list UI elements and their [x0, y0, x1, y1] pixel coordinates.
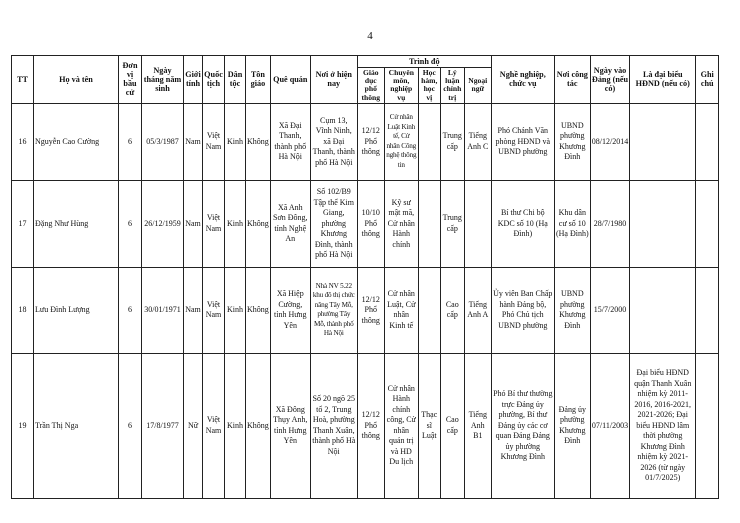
cell-giao-duc: 12/12 Phổ thông — [357, 267, 384, 353]
cell-hoc-ham — [418, 180, 440, 267]
cell-ngay-sinh: 26/12/1959 — [142, 180, 184, 267]
cell-chuyen-mon: Cử nhân Hành chính công, Cử nhân quản trị và HD Du lịch — [384, 353, 418, 498]
cell-quoc-tich: Việt Nam — [203, 353, 225, 498]
header-chuyen-mon: Chuyên môn, nghiệp vụ — [384, 68, 418, 104]
cell-hoc-ham — [418, 103, 440, 180]
cell-noi-o: Số 102/B9 Tập thể Kim Giang, phường Khương Đình, thành phố Hà Nội — [310, 180, 357, 267]
cell-ngoai-ngu: Tiếng Anh B1 — [464, 353, 491, 498]
cell-ngay-sinh: 17/8/1977 — [142, 353, 184, 498]
header-ly-luan: Lý luận chính trị — [440, 68, 464, 104]
cell-hoc-ham — [418, 267, 440, 353]
cell-ho-ten: Đặng Như Hùng — [34, 180, 119, 267]
cell-don-vi: 6 — [119, 353, 142, 498]
cell-quoc-tich: Việt Nam — [203, 180, 225, 267]
cell-dan-toc: Kinh — [225, 267, 246, 353]
cell-don-vi: 6 — [119, 103, 142, 180]
header-ton-giao: Tôn giáo — [246, 56, 271, 104]
cell-ton-giao: Không — [246, 180, 271, 267]
cell-don-vi: 6 — [119, 267, 142, 353]
cell-gioi-tinh: Nam — [184, 267, 203, 353]
cell-noi-cong-tac: UBND phường Khương Đình — [554, 267, 590, 353]
cell-nghe-nghiep: Phó Chánh Văn phòng HĐND và UBND phường — [491, 103, 554, 180]
cell-ly-luan: Cao cấp — [440, 267, 464, 353]
cell-nghe-nghiep: Bí thư Chi bộ KDC số 10 (Hạ Đình) — [491, 180, 554, 267]
cell-ghi-chu — [696, 180, 719, 267]
cell-hoc-ham: Thạc sĩ Luật — [418, 353, 440, 498]
cell-nghe-nghiep: Ủy viên Ban Chấp hành Đảng bộ, Phó Chủ tịch UBND phường — [491, 267, 554, 353]
cell-noi-cong-tac: Đảng ủy phường Khương Đình — [554, 353, 590, 498]
header-hoc-ham: Học hàm, học vị — [418, 68, 440, 104]
cell-ton-giao: Không — [246, 353, 271, 498]
table-row — [12, 103, 719, 180]
cell-noi-o: Số 20 ngõ 25 tổ 2, Trung Hoà, phường Thanh Xuân, thành phố Hà Nội — [310, 353, 357, 498]
cell-tt: 16 — [12, 103, 34, 180]
cell-dai-bieu-hdnd — [630, 103, 696, 180]
header-dan-toc: Dân tộc — [225, 56, 246, 104]
header-ghi-chu: Ghi chú — [696, 56, 719, 104]
cell-chuyen-mon: Cử nhân Luật, Cử nhân Kinh tế — [384, 267, 418, 353]
cell-que-quan: Xã Đại Thanh, thành phố Hà Nội — [270, 103, 310, 180]
cell-ngay-sinh: 05/3/1987 — [142, 103, 184, 180]
cell-tt: 18 — [12, 267, 34, 353]
header-noi-cong-tac: Nơi công tác — [554, 56, 590, 104]
cell-dai-bieu-hdnd — [630, 267, 696, 353]
cell-gioi-tinh: Nam — [184, 103, 203, 180]
cell-ly-luan: Cao cấp — [440, 353, 464, 498]
cell-que-quan: Xã Anh Sơn Đông, tỉnh Nghệ An — [270, 180, 310, 267]
cell-giao-duc: 12/12 Phổ thông — [357, 353, 384, 498]
header-ho-ten: Họ và tên — [34, 56, 119, 104]
table-row — [12, 180, 719, 267]
candidate-table — [11, 55, 719, 499]
header-que-quan: Quê quán — [270, 56, 310, 104]
cell-dan-toc: Kinh — [225, 180, 246, 267]
cell-dai-bieu-hdnd: Đại biểu HĐND quận Thanh Xuân nhiệm kỳ 2011-2016, 2016-2021, 2021-2026; Đại biểu HĐND lâm thời phường Khương Đình nhiệm kỳ 2021-2026 (từ ngày 01/7/2025) — [630, 353, 696, 498]
cell-ly-luan: Trung cấp — [440, 103, 464, 180]
cell-que-quan: Xã Đông Thụy Anh, tỉnh Hưng Yên — [270, 353, 310, 498]
header-ngoai-ngu: Ngoại ngữ — [464, 68, 491, 104]
page-number: 4 — [367, 30, 373, 42]
cell-dan-toc: Kinh — [225, 103, 246, 180]
cell-ngoai-ngu: Tiếng Anh A — [464, 267, 491, 353]
header-trinh-do: Trình độ — [357, 56, 491, 68]
header-noi-o: Nơi ở hiện nay — [310, 56, 357, 104]
cell-quoc-tich: Việt Nam — [203, 267, 225, 353]
cell-ngay-sinh: 30/01/1971 — [142, 267, 184, 353]
cell-dan-toc: Kinh — [225, 353, 246, 498]
cell-ngay-vao-dang: 28/7/1980 — [590, 180, 629, 267]
cell-noi-cong-tac: UBND phường Khương Đình — [554, 103, 590, 180]
header-tt: TT — [12, 56, 34, 104]
table-row — [12, 353, 719, 498]
cell-que-quan: Xã Hiệp Cường, tỉnh Hưng Yên — [270, 267, 310, 353]
cell-tt: 19 — [12, 353, 34, 498]
cell-noi-cong-tac: Khu dân cư số 10 (Hạ Đình) — [554, 180, 590, 267]
cell-ton-giao: Không — [246, 267, 271, 353]
cell-ghi-chu — [696, 353, 719, 498]
cell-noi-o: Cụm 13, Vĩnh Ninh, xã Đại Thanh, thành phố Hà Nội — [310, 103, 357, 180]
cell-ho-ten: Trần Thị Nga — [34, 353, 119, 498]
header-don-vi: Đơn vị bầu cử — [119, 56, 142, 104]
header-giao-duc: Giáo dục phổ thông — [357, 68, 384, 104]
cell-noi-o: Nhà NV 5.22 khu đô thị chức năng Tây Mỗ, phường Tây Mỗ, thành phố Hà Nội — [310, 267, 357, 353]
cell-dai-bieu-hdnd — [630, 180, 696, 267]
cell-giao-duc: 12/12 Phổ thông — [357, 103, 384, 180]
cell-ho-ten: Nguyễn Cao Cường — [34, 103, 119, 180]
cell-ghi-chu — [696, 267, 719, 353]
header-dai-bieu-hdnd: Là đại biểu HĐND (nếu có) — [630, 56, 696, 104]
cell-ho-ten: Lưu Đình Lượng — [34, 267, 119, 353]
cell-ton-giao: Không — [246, 103, 271, 180]
cell-ngoai-ngu: Tiếng Anh C — [464, 103, 491, 180]
header-quoc-tich: Quốc tịch — [203, 56, 225, 104]
cell-don-vi: 6 — [119, 180, 142, 267]
cell-nghe-nghiep: Phó Bí thư thường trực Đảng ủy phường, Bí thư Đảng ủy các cơ quan Đảng Đảng ủy phường Khương Đình — [491, 353, 554, 498]
cell-tt: 17 — [12, 180, 34, 267]
header-nghe-nghiep: Nghề nghiệp, chức vụ — [491, 56, 554, 104]
table-row — [12, 267, 719, 353]
cell-giao-duc: 10/10 Phổ thông — [357, 180, 384, 267]
cell-ngay-vao-dang: 15/7/2000 — [590, 267, 629, 353]
cell-ly-luan: Trung cấp — [440, 180, 464, 267]
cell-ngoai-ngu — [464, 180, 491, 267]
cell-chuyen-mon: Kỹ sư mật mã, Cử nhân Hành chính — [384, 180, 418, 267]
cell-gioi-tinh: Nữ — [184, 353, 203, 498]
header-ngay-sinh: Ngày tháng năm sinh — [142, 56, 184, 104]
cell-ghi-chu — [696, 103, 719, 180]
header-ngay-vao-dang: Ngày vào Đảng (nếu có) — [590, 56, 629, 104]
cell-quoc-tich: Việt Nam — [203, 103, 225, 180]
header-gioi-tinh: Giới tính — [184, 56, 203, 104]
cell-ngay-vao-dang: 08/12/2014 — [590, 103, 629, 180]
cell-chuyen-mon: Cử nhân Luật Kinh tế, Cử nhân Công nghệ thông tin — [384, 103, 418, 180]
cell-ngay-vao-dang: 07/11/2003 — [590, 353, 629, 498]
cell-gioi-tinh: Nam — [184, 180, 203, 267]
